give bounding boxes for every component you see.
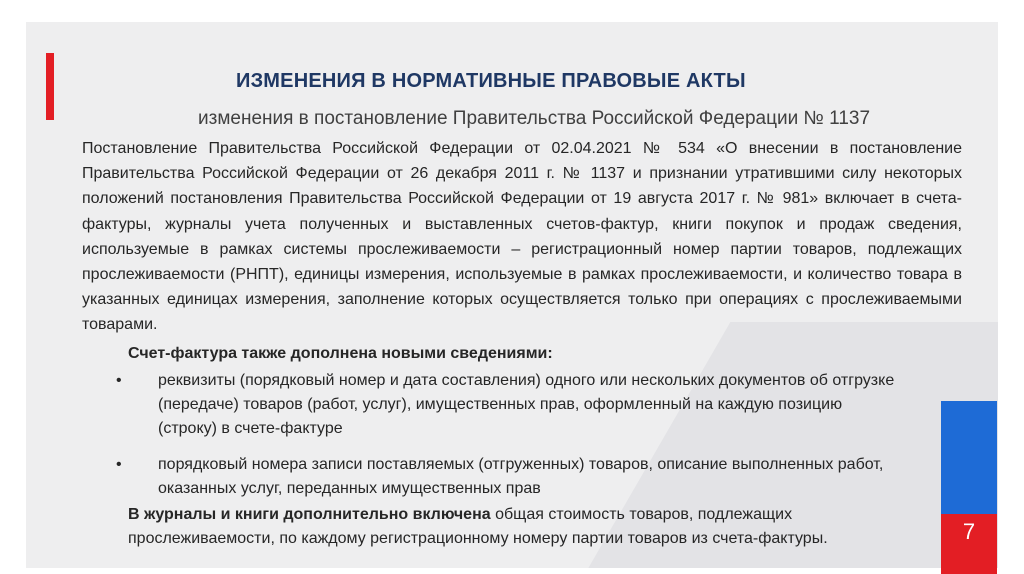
- closing-rest: общая стоимость товаров, подлежащих прослеживаемости, по каждому регистрационному номеру партии товаров из счета-фактуры.: [128, 506, 828, 547]
- closing-paragraph: [128, 503, 888, 551]
- slide-title: ИЗМЕНЕНИЯ В НОРМАТИВНЫЕ ПРАВОВЫЕ АКТЫ: [236, 70, 746, 92]
- section-heading: Счет-фактура также дополнена новыми сведениями:: [128, 345, 553, 362]
- bullet-item: реквизиты (порядковый номер и дата составления) одного или нескольких документов об отгрузке (передаче) товаров (работ, услуг), имущественных прав, оформленный на каждую позицию (строку) в счете-фактуре: [158, 372, 895, 437]
- slide-subtitle: изменения в постановление Правительства Российской Федерации № 1137: [198, 108, 871, 129]
- bullet-marker: •: [116, 372, 122, 389]
- main-paragraph: Постановление Правительства Российской Федерации от 02.04.2021 № 534 «О внесении в постановление Правительства Российской Федерации от 26 декабря 2011 г. № 1137 и признании утратившими силу некоторых положений постановления Правительства Российской Федерации от 19 августа 2017 г. № 981» включает в счета-фактуры, журналы учета полученных и выставленных счетов-фактур, книги покупок и продаж сведения, используемые в рамках системы прослеживаемости – регистрационный номер партии товаров, подлежащих прослеживаемости (РНПТ), единицы измерения, используемые в рамках прослеживаемости, и количество товара в указанных единицах измерения, заполнение которых осуществляется только при операциях с прослеживаемыми товарами.: [82, 140, 962, 334]
- bullet-item: порядковый номера записи поставляемых (отгруженных) товаров, описание выполненных работ, оказанных услуг, переданных имущественных прав: [158, 456, 884, 497]
- page-number: 7: [962, 519, 976, 544]
- flag-blue-band: [941, 401, 997, 514]
- closing-bold: В журналы и книги дополнительно включена: [128, 506, 491, 523]
- title-accent-bar: [46, 53, 54, 120]
- flag-decoration: [941, 401, 997, 574]
- bullet-marker: •: [116, 456, 122, 473]
